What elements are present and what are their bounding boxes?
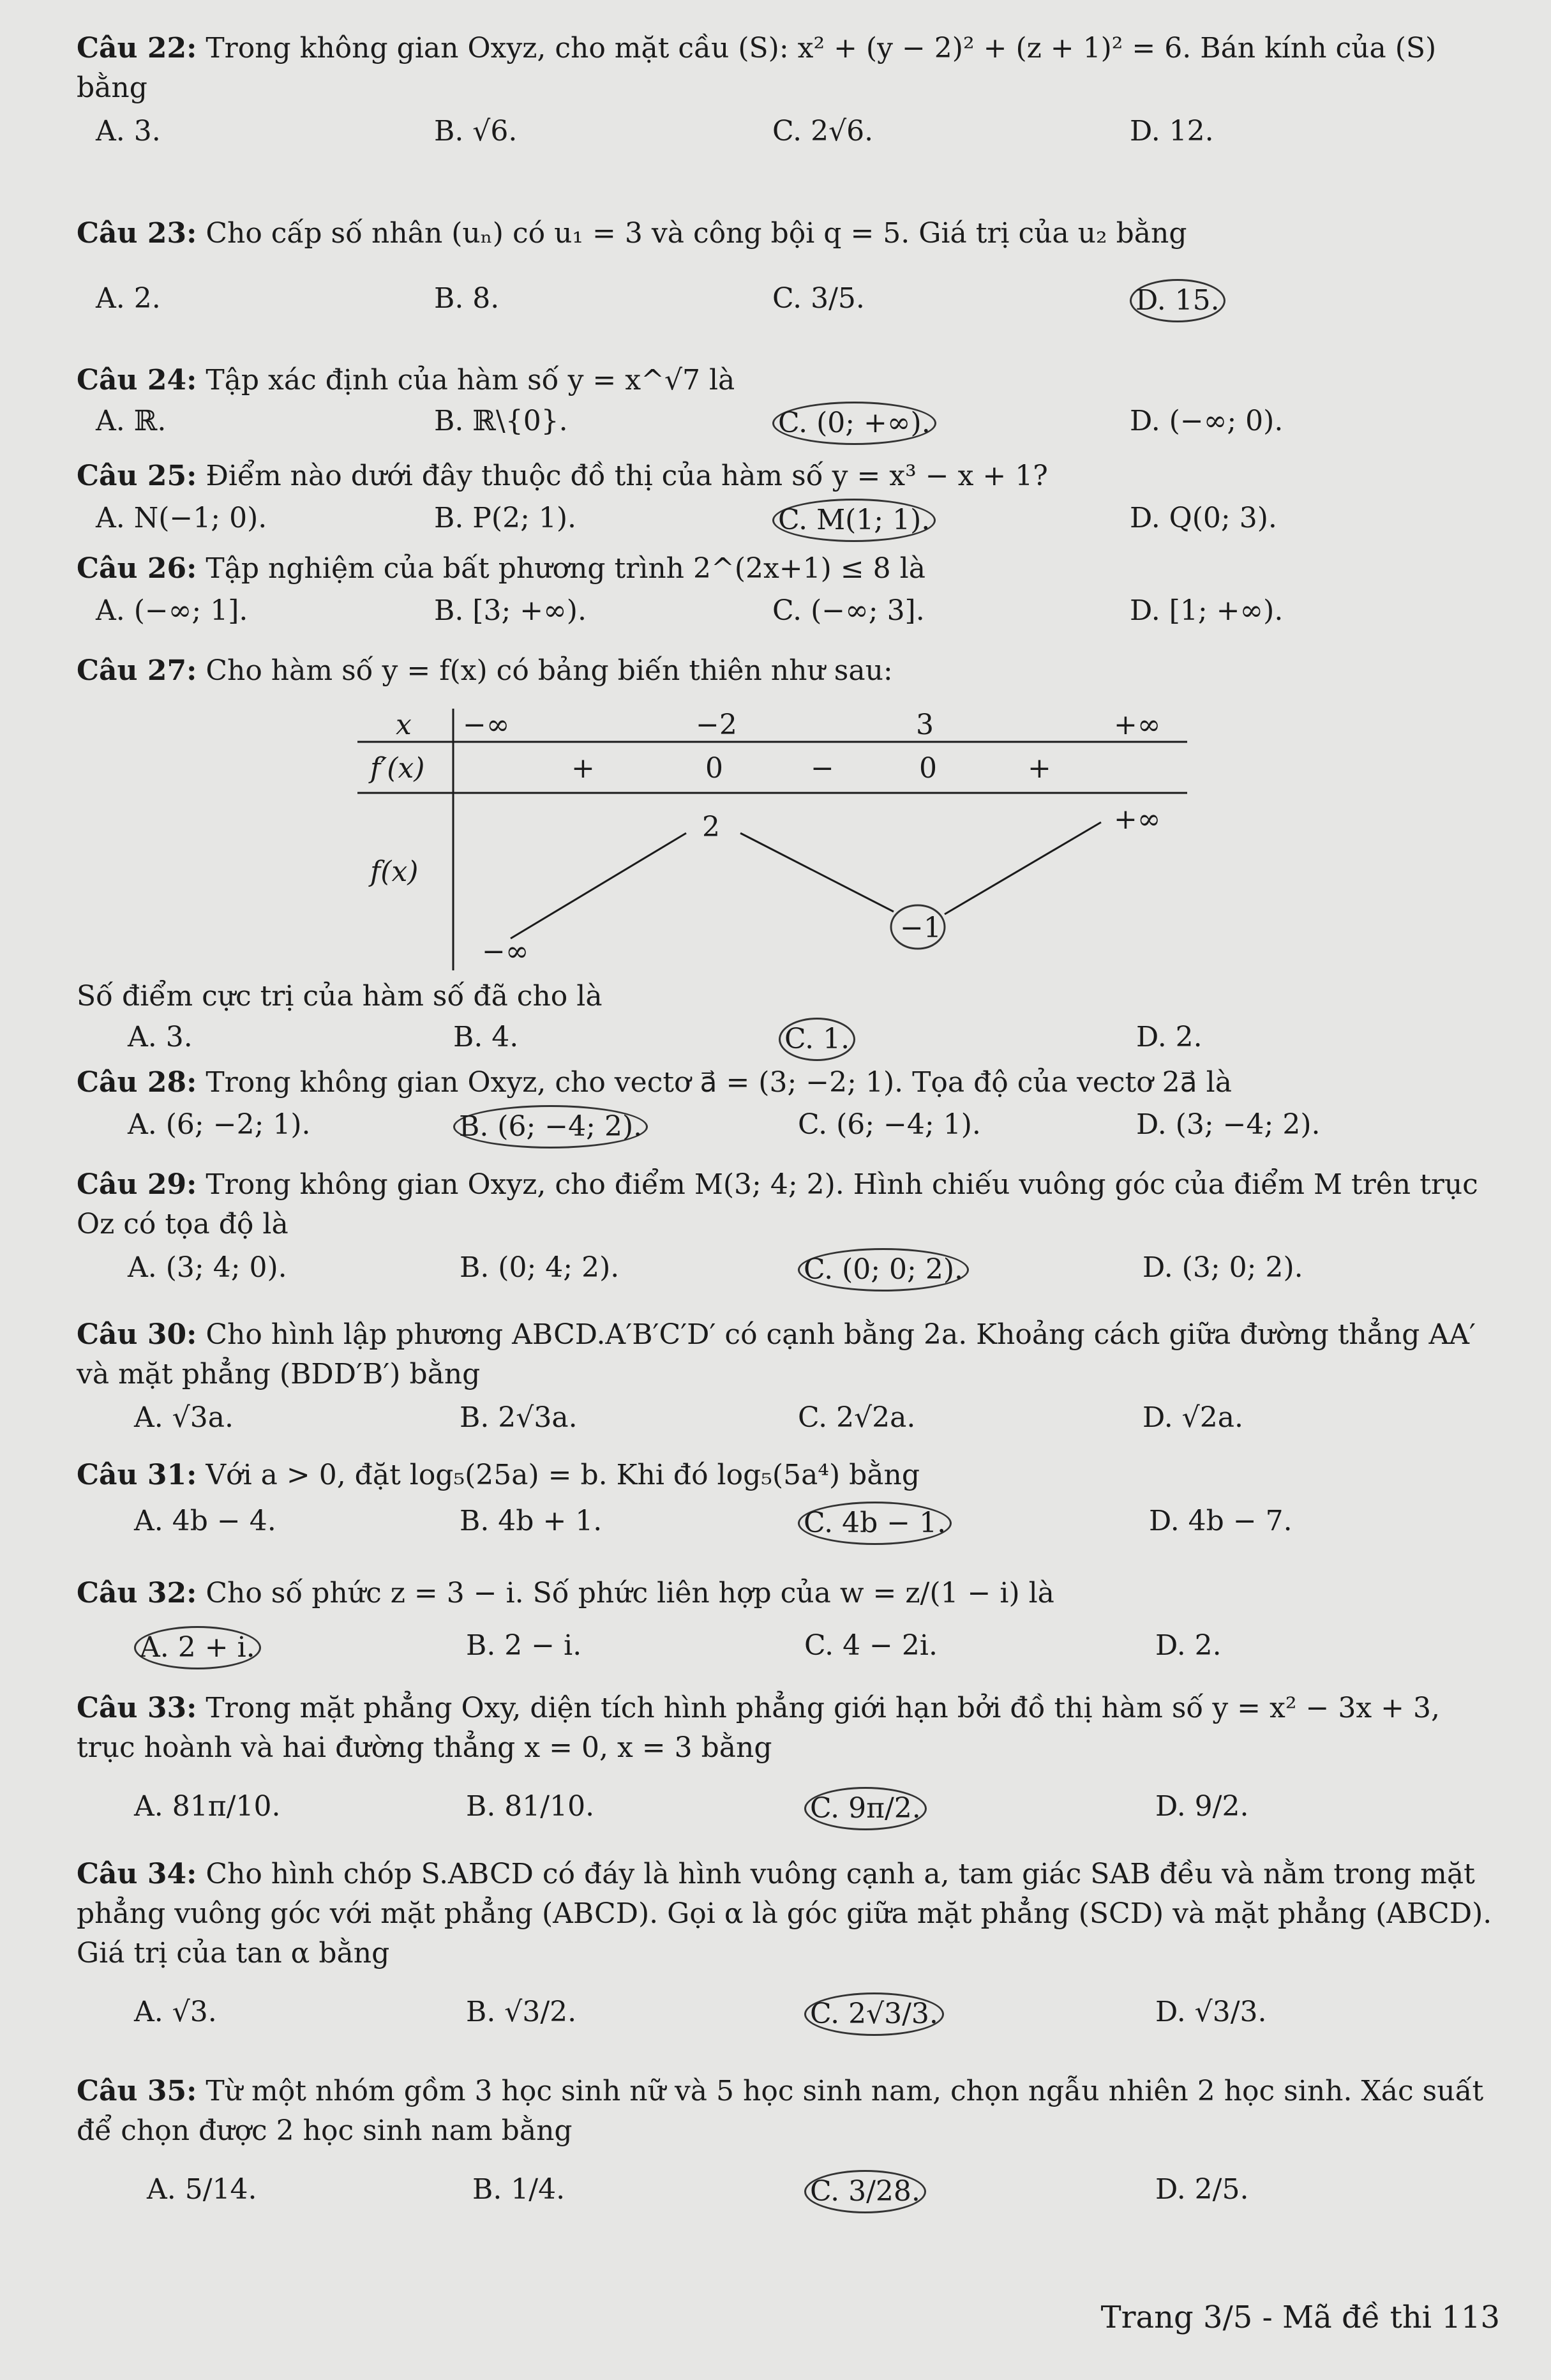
question-22: [77, 29, 1500, 151]
option-d[interactable]: D. (3; −4; 2).: [1136, 1108, 1321, 1141]
row-label-x: x: [396, 709, 412, 741]
option-c[interactable]: C. (0; +∞).: [772, 402, 936, 445]
option-b[interactable]: B. 1/4.: [472, 2173, 566, 2206]
option-d[interactable]: D. √3/3.: [1155, 1996, 1267, 2028]
question-29: [77, 1165, 1500, 1288]
question-number: Câu 32:: [77, 1577, 197, 1609]
question-33: [77, 1689, 1500, 1826]
question-24: [77, 361, 1500, 441]
answer-options: [77, 1787, 1500, 1826]
option-d[interactable]: D. √2a.: [1143, 1401, 1243, 1434]
answer-options: [77, 279, 1500, 319]
question-number: Câu 28:: [77, 1066, 197, 1099]
option-b[interactable]: B. (6; −4; 2).: [453, 1105, 648, 1149]
option-b[interactable]: B. P(2; 1).: [434, 502, 577, 534]
option-b[interactable]: B. √3/2.: [466, 1996, 577, 2028]
option-a[interactable]: A. √3a.: [134, 1401, 234, 1434]
answer-options: [77, 1502, 1500, 1541]
question-number: Câu 31:: [77, 1459, 197, 1491]
answer-options: [77, 2170, 1500, 2210]
option-c[interactable]: C. 2√3/3.: [804, 1992, 944, 2036]
question-30: [77, 1315, 1500, 1438]
question-text: Trong không gian Oxyz, cho điểm M(3; 4; 2). Hình chiếu vuông góc của điểm M trên trục Oz có tọa độ là: [77, 1168, 1478, 1240]
x-value: 3: [916, 709, 934, 741]
question-text: Tập nghiệm của bất phương trình 2^(2x+1) ≤ 8 là: [206, 552, 925, 585]
answer-options: [77, 112, 1500, 151]
question-26: [77, 549, 1500, 631]
question-text: Cho số phức z = 3 − i. Số phức liên hợp của w = z/(1 − i) là: [206, 1577, 1054, 1609]
derivative-sign: +: [571, 752, 595, 785]
question-text: Số điểm cực trị của hàm số đã cho là: [77, 980, 603, 1013]
option-d[interactable]: D. 9/2.: [1155, 1790, 1249, 1823]
option-b[interactable]: B. 2 − i.: [466, 1629, 582, 1662]
option-b[interactable]: B. 2√3a.: [460, 1401, 578, 1434]
option-a[interactable]: A. 4b − 4.: [134, 1505, 276, 1537]
option-a[interactable]: A. 3.: [128, 1021, 193, 1053]
derivative-sign: +: [1028, 752, 1051, 785]
question-number: Câu 29:: [77, 1168, 197, 1201]
derivative-sign: −: [811, 752, 834, 785]
option-b[interactable]: B. 8.: [434, 282, 500, 315]
option-c[interactable]: C. 1.: [779, 1018, 855, 1061]
option-d[interactable]: D. 2.: [1155, 1629, 1222, 1662]
row-label-f: f(x): [370, 855, 419, 888]
option-d[interactable]: D. [1; +∞).: [1130, 594, 1284, 627]
option-d[interactable]: D. 2/5.: [1155, 2173, 1249, 2206]
answer-options: [77, 1018, 1500, 1057]
option-c[interactable]: C. (−∞; 3].: [772, 594, 925, 627]
option-d[interactable]: D. 12.: [1130, 115, 1214, 147]
option-a[interactable]: A. 2.: [96, 282, 161, 315]
answer-options: [77, 402, 1500, 441]
question-text: Trong không gian Oxyz, cho mặt cầu (S): x² + (y − 2)² + (z + 1)² = 6. Bán kính của (S) bằng: [77, 32, 1437, 104]
question-number: Câu 35:: [77, 2075, 197, 2107]
option-a[interactable]: A. 3.: [96, 115, 161, 147]
page-footer: Trang 3/5 - Mã đề thi 113: [1100, 2300, 1500, 2335]
option-b[interactable]: B. ℝ\{0}.: [434, 405, 568, 437]
answer-options: [77, 1248, 1500, 1288]
option-b[interactable]: B. [3; +∞).: [434, 594, 587, 627]
question-number: Câu 26:: [77, 552, 197, 585]
option-a[interactable]: A. 5/14.: [147, 2173, 257, 2206]
answer-options: [77, 591, 1500, 631]
option-c[interactable]: C. 9π/2.: [804, 1787, 927, 1830]
option-d[interactable]: D. Q(0; 3).: [1130, 502, 1277, 534]
option-a[interactable]: A. (−∞; 1].: [96, 594, 248, 627]
answer-options: [77, 1626, 1500, 1666]
x-value: −2: [696, 709, 737, 741]
question-text: Cho cấp số nhân (uₙ) có u₁ = 3 và công bội q = 5. Giá trị của u₂ bằng: [206, 217, 1187, 250]
row-label-derivative: f′(x): [370, 752, 425, 785]
question-number: Câu 33:: [77, 1692, 197, 1724]
answer-options: [77, 1105, 1500, 1145]
option-c[interactable]: C. (6; −4; 1).: [798, 1108, 981, 1141]
question-number: Câu 22:: [77, 32, 197, 64]
question-23: [77, 214, 1500, 319]
option-d[interactable]: D. (−∞; 0).: [1130, 405, 1284, 437]
option-b[interactable]: B. 81/10.: [466, 1790, 595, 1823]
option-a[interactable]: A. 2 + i.: [134, 1626, 261, 1669]
option-b[interactable]: B. 4b + 1.: [460, 1505, 603, 1537]
option-a[interactable]: A. 81π/10.: [134, 1790, 281, 1823]
derivative-zero: 0: [919, 752, 937, 785]
question-number: Câu 25:: [77, 460, 197, 492]
question-27-answer: [77, 977, 1500, 1057]
question-text: Điểm nào dưới đây thuộc đồ thị của hàm số y = x³ − x + 1?: [206, 460, 1048, 492]
question-text: Cho hình lập phương ABCD.A′B′C′D′ có cạnh bằng 2a. Khoảng cách giữa đường thẳng AA′ và mặt phẳng (BDD′B′) bằng: [77, 1318, 1476, 1390]
option-a[interactable]: A. (6; −2; 1).: [128, 1108, 311, 1141]
option-b[interactable]: B. (0; 4; 2).: [460, 1251, 620, 1284]
increase-arrow: [945, 822, 1101, 914]
answer-options: [77, 1992, 1500, 2032]
increase-arrow: [511, 833, 686, 938]
question-number: Câu 23:: [77, 217, 197, 250]
option-b[interactable]: B. √6.: [434, 115, 518, 147]
option-a[interactable]: A. N(−1; 0).: [96, 502, 267, 534]
question-number: Câu 34:: [77, 1858, 197, 1890]
option-a[interactable]: A. (3; 4; 0).: [128, 1251, 287, 1284]
question-28: [77, 1063, 1500, 1145]
question-35: [77, 2072, 1500, 2210]
question-text: Từ một nhóm gồm 3 học sinh nữ và 5 học sinh nam, chọn ngẫu nhiên 2 học sinh. Xác suất để chọn được 2 học sinh nam bằng: [77, 2075, 1484, 2147]
question-27: [77, 651, 1500, 691]
answer-options: [77, 1398, 1500, 1438]
option-a[interactable]: A. √3.: [134, 1996, 217, 2028]
derivative-zero: 0: [705, 752, 723, 785]
question-text: Trong không gian Oxyz, cho vectơ a⃗ = (3; −2; 1). Tọa độ của vectơ 2a⃗ là: [206, 1066, 1232, 1099]
f-value: +∞: [1114, 803, 1161, 836]
option-b[interactable]: B. 4.: [453, 1021, 519, 1053]
question-number: Câu 27:: [77, 654, 197, 687]
question-25: [77, 456, 1500, 538]
question-text: Tập xác định của hàm số y = x^√7 là: [206, 364, 735, 396]
option-a[interactable]: A. ℝ.: [96, 405, 167, 437]
option-c[interactable]: C. (0; 0; 2).: [798, 1248, 969, 1292]
question-number: Câu 30:: [77, 1318, 197, 1351]
option-c[interactable]: C. 2√2a.: [798, 1401, 916, 1434]
option-c[interactable]: C. 4b − 1.: [798, 1502, 952, 1545]
f-value: 2: [702, 811, 720, 843]
question-34: [77, 1855, 1500, 2032]
question-text: Cho hàm số y = f(x) có bảng biến thiên như sau:: [206, 654, 893, 687]
option-c[interactable]: C. M(1; 1).: [772, 499, 936, 542]
question-32: [77, 1574, 1500, 1666]
question-number: Câu 24:: [77, 364, 197, 396]
answer-options: [77, 499, 1500, 538]
option-c[interactable]: C. 4 − 2i.: [804, 1629, 938, 1662]
variation-table: [357, 709, 1187, 970]
question-text: Trong mặt phẳng Oxy, diện tích hình phẳng giới hạn bởi đồ thị hàm số y = x² − 3x + 3, trục hoành và hai đường thẳng x = 0, x = 3 bằng: [77, 1692, 1440, 1764]
x-value: +∞: [1114, 709, 1161, 741]
f-value: −∞: [482, 935, 529, 968]
option-d[interactable]: D. (3; 0; 2).: [1143, 1251, 1303, 1284]
option-c[interactable]: C. 2√6.: [772, 115, 874, 147]
question-31: [77, 1456, 1500, 1541]
option-c[interactable]: C. 3/5.: [772, 282, 865, 315]
option-d[interactable]: D. 15.: [1130, 279, 1225, 322]
option-d[interactable]: D. 4b − 7.: [1149, 1505, 1292, 1537]
option-d[interactable]: D. 2.: [1136, 1021, 1203, 1053]
question-text: Với a > 0, đặt log₅(25a) = b. Khi đó log₅(5a⁴) bằng: [206, 1459, 920, 1491]
option-c[interactable]: C. 3/28.: [804, 2170, 926, 2213]
question-text: Cho hình chóp S.ABCD có đáy là hình vuông cạnh a, tam giác SAB đều và nằm trong mặt phẳng vuông góc với mặt phẳng (ABCD). Gọi α là góc giữa mặt phẳng (SCD) và mặt phẳng (ABCD). Giá trị của tan α bằng: [77, 1858, 1492, 1970]
x-value: −∞: [463, 709, 510, 741]
f-value: −1: [900, 912, 941, 944]
decrease-arrow: [740, 833, 894, 912]
